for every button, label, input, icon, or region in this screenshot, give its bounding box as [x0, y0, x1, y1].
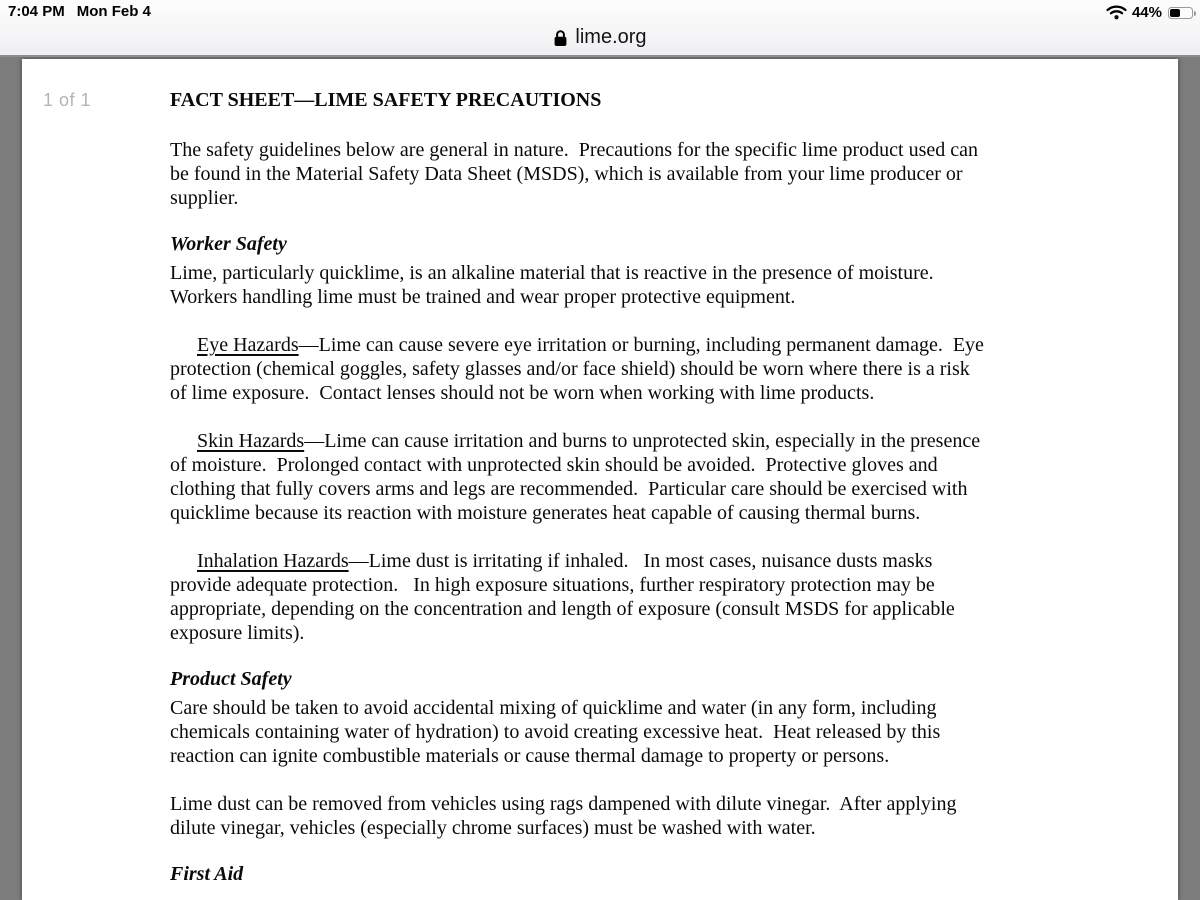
document-body: [170, 88, 988, 886]
skin-hazards-label: Skin Hazards: [197, 430, 305, 452]
product-safety-paragraph: Care should be taken to avoid accidental mixing of quicklime and water (in any form, including chemicals containing water of hydration) to avoid creating excessive heat. Heat released by this reaction can ignite combustible materials or cause thermal damage to property or persons.: [170, 697, 946, 767]
lock-icon: [553, 28, 568, 47]
page-indicator: 1 of 1: [43, 90, 92, 110]
battery-icon: [1168, 7, 1193, 19]
battery-nub: [1194, 11, 1197, 16]
pdf-viewer[interactable]: [0, 59, 1200, 900]
eye-hazards-text: —Lime can cause severe eye irritation or burning, including permanent damage. Eye protection (chemical goggles, safety glasses and/or face shield) should be worn where there is a risk of lime exposure. Contact lenses should not be worn when working with lime products.: [170, 334, 989, 404]
intro-paragraph: The safety guidelines below are general in nature. Precautions for the specific lime product used can be found in the Material Safety Data Sheet (MSDS), which is available from your lime producer or supplier.: [170, 139, 984, 209]
url-text: lime.org: [575, 25, 647, 48]
eye-hazards-label: Eye Hazards: [197, 334, 299, 356]
inhalation-hazards-paragraph: [170, 549, 988, 645]
status-bar-left: [8, 3, 151, 20]
vehicles-paragraph: Lime dust can be removed from vehicles using rags dampened with dilute vinegar. After applying dilute vinegar, vehicles (especially chrome surfaces) must be washed with water.: [170, 793, 962, 839]
status-bar-right: [1106, 4, 1193, 21]
document-title: FACT SHEET—LIME SAFETY PRECAUTIONS: [170, 89, 602, 111]
first-aid-heading: First Aid: [170, 863, 244, 885]
battery-percent: 44%: [1131, 4, 1162, 21]
skin-hazards-paragraph: [170, 429, 988, 525]
date: Mon Feb 4: [76, 3, 151, 20]
address-bar[interactable]: [0, 22, 1200, 52]
inhalation-hazards-label: Inhalation Hazards: [197, 550, 349, 572]
clock: 7:04 PM: [8, 3, 65, 20]
wifi-icon: [1106, 5, 1127, 20]
eye-hazards-paragraph: [170, 333, 988, 405]
battery-fill: [1170, 9, 1180, 17]
worker-safety-paragraph: Lime, particularly quicklime, is an alkaline material that is reactive in the presence of moisture. Workers handling lime must be trained and wear proper protective equipment.: [170, 262, 944, 308]
inhalation-hazards-text: —Lime dust is irritating if inhaled. In most cases, nuisance dusts masks provide adequate protection. In high exposure situations, further respiratory protection may be appropriate, depending on the concentration and length of exposure (consult MSDS for applicable exposure limits).: [170, 550, 960, 644]
worker-safety-heading: Worker Safety: [170, 233, 287, 255]
skin-hazards-text: —Lime can cause irritation and burns to unprotected skin, especially in the presence of moisture. Prolonged contact with unprotected skin should be avoided. Protective gloves and clothing that fully covers arms and legs are recommended. Particular care should be exercised with quicklime because its reaction with moisture generates heat capable of causing thermal burns.: [170, 430, 986, 524]
pdf-page[interactable]: [22, 59, 1178, 900]
product-safety-heading: Product Safety: [170, 668, 292, 690]
browser-chrome: [0, 0, 1200, 57]
